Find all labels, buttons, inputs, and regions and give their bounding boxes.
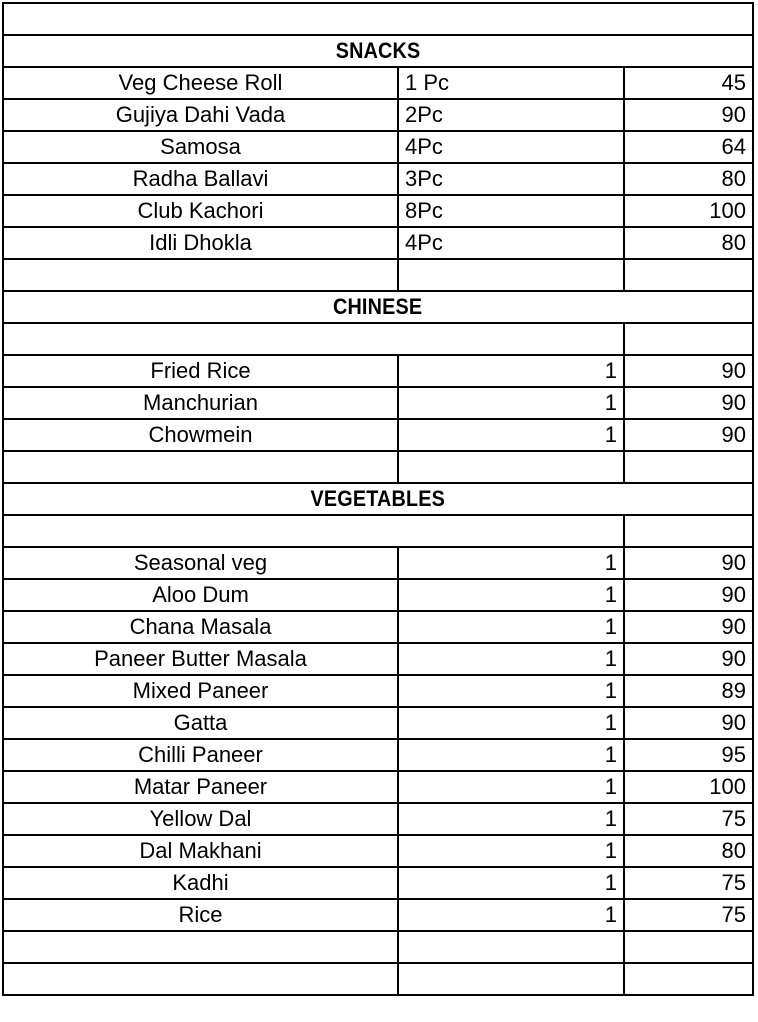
item-price-cell: 75: [624, 803, 753, 835]
blank-cell-qty: [398, 931, 624, 963]
menu-item-row: [3, 771, 753, 803]
blank-cell-name: [3, 259, 398, 291]
item-quantity-cell: 4Pc: [398, 227, 624, 259]
item-name-cell: Yellow Dal: [3, 803, 398, 835]
section-title: CHINESE: [333, 294, 423, 320]
blank-cell: [3, 3, 753, 35]
menu-item-row: [3, 675, 753, 707]
item-price-cell: 80: [624, 835, 753, 867]
blank-cell-price: [624, 323, 753, 355]
item-name-cell: Mixed Paneer: [3, 675, 398, 707]
item-name-cell: Veg Cheese Roll: [3, 67, 398, 99]
menu-item-row: [3, 611, 753, 643]
blank-row-merged-name-qty: [3, 515, 753, 547]
item-quantity-cell: 1: [398, 867, 624, 899]
section-header-cell: [3, 291, 753, 323]
menu-item-row: [3, 579, 753, 611]
item-name-cell: Paneer Butter Masala: [3, 643, 398, 675]
item-quantity-cell: 1: [398, 355, 624, 387]
blank-cell-price: [624, 963, 753, 995]
menu-item-row: [3, 547, 753, 579]
item-price-cell: 100: [624, 771, 753, 803]
item-quantity-cell: 1: [398, 611, 624, 643]
section-header-row: [3, 483, 753, 515]
item-quantity-cell: 4Pc: [398, 131, 624, 163]
menu-item-row: [3, 195, 753, 227]
blank-cell-name: [3, 931, 398, 963]
blank-row-three-cells: [3, 451, 753, 483]
item-price-cell: 100: [624, 195, 753, 227]
item-price-cell: 75: [624, 899, 753, 931]
item-name-cell: Samosa: [3, 131, 398, 163]
item-quantity-cell: 1: [398, 547, 624, 579]
section-header-cell: [3, 35, 753, 67]
item-price-cell: 75: [624, 867, 753, 899]
item-name-cell: Club Kachori: [3, 195, 398, 227]
item-price-cell: 90: [624, 611, 753, 643]
section-title: VEGETABLES: [310, 486, 446, 512]
blank-cell-price: [624, 451, 753, 483]
blank-cell-qty: [398, 963, 624, 995]
blank-row-merged-name-qty: [3, 323, 753, 355]
item-name-cell: Chilli Paneer: [3, 739, 398, 771]
blank-cell-merged: [3, 323, 624, 355]
item-price-cell: 90: [624, 643, 753, 675]
blank-cell-price: [624, 259, 753, 291]
item-price-cell: 90: [624, 419, 753, 451]
item-name-cell: Seasonal veg: [3, 547, 398, 579]
blank-cell-name: [3, 451, 398, 483]
item-price-cell: 90: [624, 387, 753, 419]
item-quantity-cell: 1: [398, 835, 624, 867]
item-price-cell: 90: [624, 355, 753, 387]
item-price-cell: 95: [624, 739, 753, 771]
item-quantity-cell: 1 Pc: [398, 67, 624, 99]
menu-item-row: [3, 899, 753, 931]
menu-item-row: [3, 67, 753, 99]
item-price-cell: 90: [624, 707, 753, 739]
section-header-row: [3, 35, 753, 67]
item-price-cell: 89: [624, 675, 753, 707]
item-quantity-cell: 1: [398, 771, 624, 803]
blank-cell-name: [3, 963, 398, 995]
item-price-cell: 80: [624, 163, 753, 195]
menu-item-row: [3, 131, 753, 163]
blank-cell-qty: [398, 259, 624, 291]
item-name-cell: Chowmein: [3, 419, 398, 451]
blank-cell-merged: [3, 515, 624, 547]
blank-row-three-cells: [3, 259, 753, 291]
item-name-cell: Dal Makhani: [3, 835, 398, 867]
item-price-cell: 64: [624, 131, 753, 163]
menu-item-row: [3, 387, 753, 419]
item-quantity-cell: 1: [398, 419, 624, 451]
section-header-row: [3, 291, 753, 323]
item-price-cell: 45: [624, 67, 753, 99]
blank-cell-price: [624, 515, 753, 547]
item-quantity-cell: 1: [398, 803, 624, 835]
blank-cell-qty: [398, 451, 624, 483]
item-name-cell: Matar Paneer: [3, 771, 398, 803]
item-quantity-cell: 1: [398, 707, 624, 739]
menu-item-row: [3, 419, 753, 451]
section-title: SNACKS: [335, 38, 421, 64]
item-name-cell: Chana Masala: [3, 611, 398, 643]
item-quantity-cell: 1: [398, 643, 624, 675]
blank-cell-price: [624, 931, 753, 963]
item-quantity-cell: 2Pc: [398, 99, 624, 131]
item-quantity-cell: 1: [398, 675, 624, 707]
item-name-cell: Gujiya Dahi Vada: [3, 99, 398, 131]
menu-item-row: [3, 739, 753, 771]
item-quantity-cell: 1: [398, 739, 624, 771]
menu-item-row: [3, 163, 753, 195]
menu-item-row: [3, 643, 753, 675]
item-quantity-cell: 1: [398, 579, 624, 611]
item-name-cell: Fried Rice: [3, 355, 398, 387]
item-name-cell: Aloo Dum: [3, 579, 398, 611]
menu-price-table: [2, 2, 754, 996]
item-name-cell: Kadhi: [3, 867, 398, 899]
blank-row-full-width: [3, 3, 753, 35]
item-quantity-cell: 1: [398, 387, 624, 419]
item-price-cell: 80: [624, 227, 753, 259]
menu-item-row: [3, 355, 753, 387]
menu-item-row: [3, 803, 753, 835]
blank-row-clipped: [3, 963, 753, 995]
item-name-cell: Radha Ballavi: [3, 163, 398, 195]
item-quantity-cell: 8Pc: [398, 195, 624, 227]
section-header-cell: [3, 483, 753, 515]
item-quantity-cell: 1: [398, 899, 624, 931]
item-price-cell: 90: [624, 579, 753, 611]
blank-row-three-cells: [3, 931, 753, 963]
item-name-cell: Rice: [3, 899, 398, 931]
item-price-cell: 90: [624, 547, 753, 579]
menu-item-row: [3, 867, 753, 899]
item-name-cell: Idli Dhokla: [3, 227, 398, 259]
item-name-cell: Manchurian: [3, 387, 398, 419]
menu-item-row: [3, 99, 753, 131]
item-quantity-cell: 3Pc: [398, 163, 624, 195]
item-name-cell: Gatta: [3, 707, 398, 739]
menu-item-row: [3, 707, 753, 739]
menu-item-row: [3, 227, 753, 259]
menu-table-body: [3, 3, 753, 995]
item-price-cell: 90: [624, 99, 753, 131]
menu-item-row: [3, 835, 753, 867]
